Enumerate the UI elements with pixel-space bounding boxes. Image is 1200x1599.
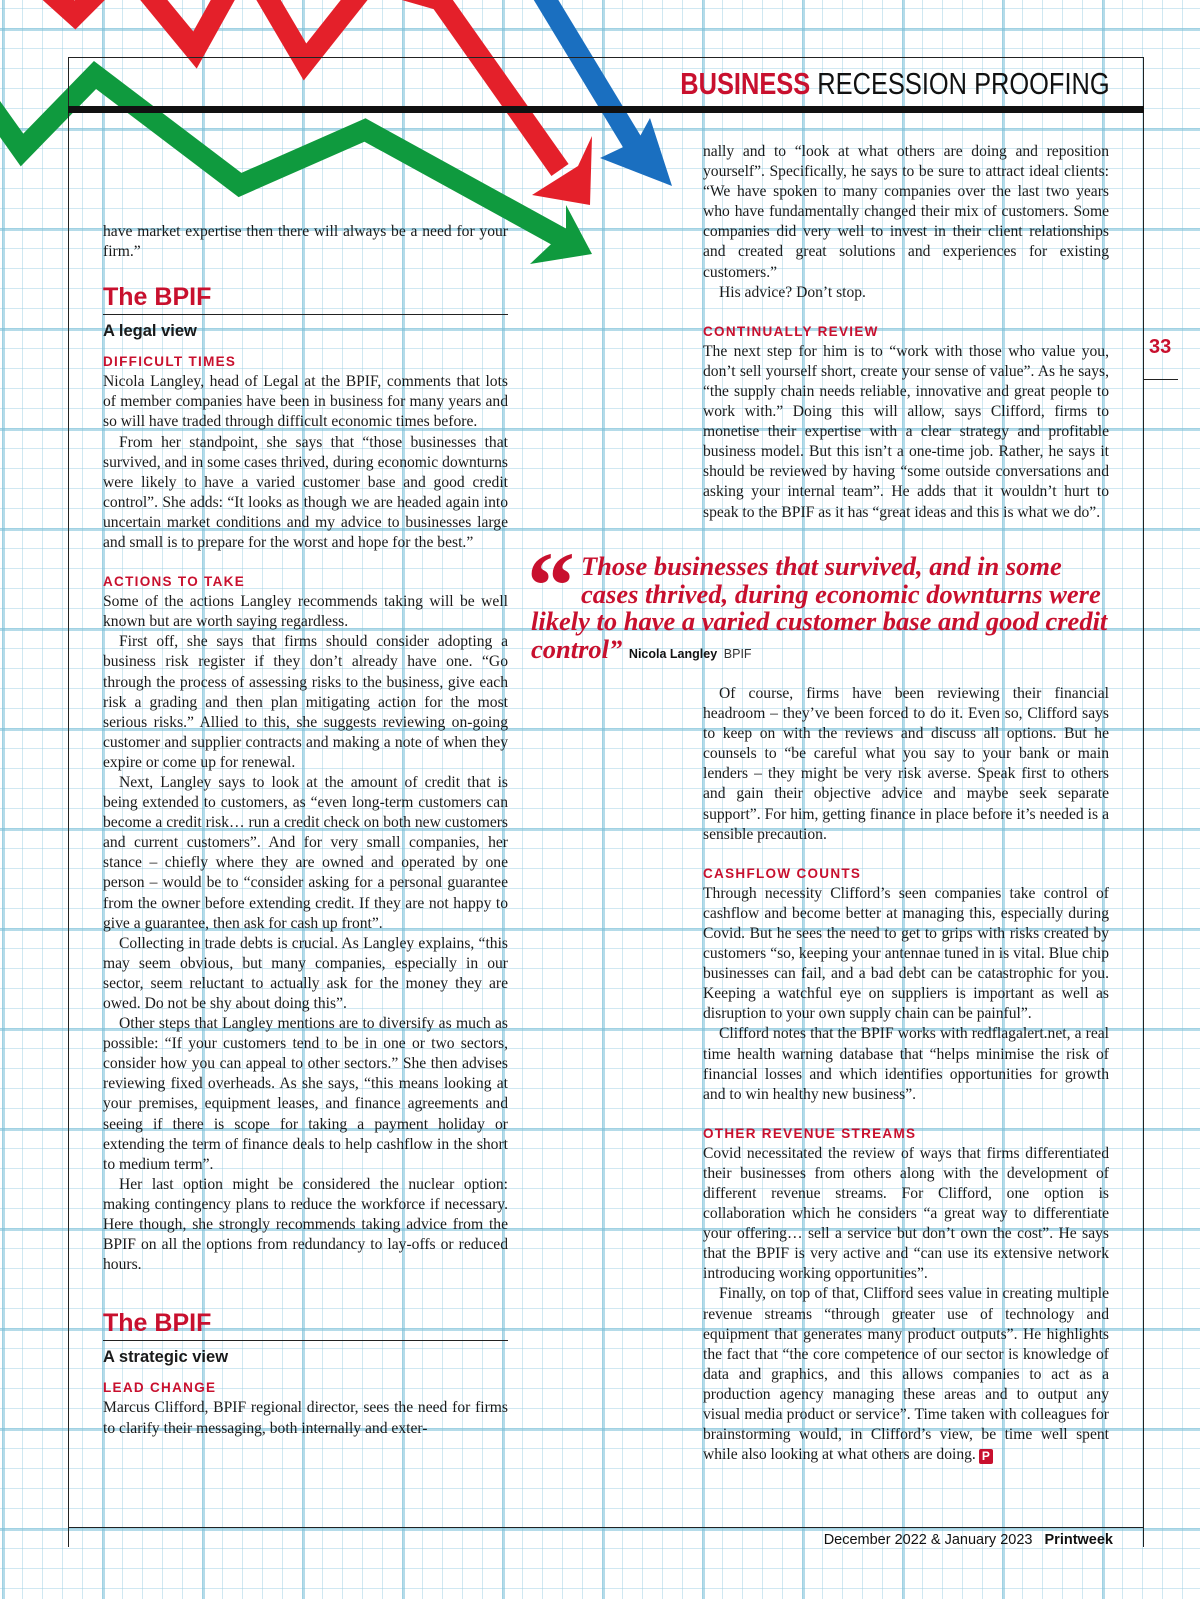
section-label: BUSINESS	[680, 66, 811, 101]
paragraph: Some of the actions Langley recommends taking will be well known but are worth saying regardless.	[103, 593, 508, 631]
subhead-lead-change: LEAD CHANGE	[103, 1380, 217, 1396]
subhead-actions-to-take: ACTIONS TO TAKE	[103, 574, 246, 590]
subhead-difficult-times: DIFFICULT TIMES	[103, 354, 237, 370]
frame-bottom-rule	[68, 1527, 1144, 1528]
section-title-legal: The BPIF	[103, 282, 508, 315]
frame-left-rule	[68, 57, 69, 1547]
paragraph: From her standpoint, she says that “those businesses that survived, and in some cases thrived, during economic downturns were likely to have a varied customer base and good credit control”. She adds: “It looks as though we are headed again into uncertain market conditions and my advice to businesses large and small is to prepare for the worst and hope for the best.”	[103, 433, 508, 552]
right-column-bottom	[703, 684, 1109, 1465]
pull-quote-attribution: Nicola Langley	[628, 646, 718, 661]
subhead-cashflow-counts: CASHFLOW COUNTS	[703, 865, 862, 881]
paragraph: Of course, firms have been reviewing their financial headroom – they’ve been forced to do it. Even so, Clifford says to keep on with the reviews and discuss all options. But he counsels to “be careful what you say to your bank or main lenders – they might be very risk averse. Speak first to others and gain their objective advice and maybe seek separate support”. For him, getting finance in place before it’s needed is a sensible precaution.	[703, 685, 1109, 843]
section-subtitle-legal: A legal view	[103, 322, 197, 341]
page-footer	[824, 1532, 1113, 1548]
quote-mark-icon: “	[527, 532, 575, 639]
printweek-end-icon: P	[979, 1449, 993, 1464]
right-column-top	[703, 142, 1109, 523]
publication-name: Printweek	[1044, 1532, 1113, 1548]
paragraph: nally and to “look at what others are doing and reposition yourself”. Specifically, he says to be sure to attract ideal clients: “We have spoken to many companies over the last two years who have fundamentally changed their mix of customers. Some companies did very well to invest in their client relationships and created great solutions and experiences for existing customers.”	[703, 143, 1109, 281]
paragraph: First off, she says that firms should consider adopting a business risk register if they don’t already have one. “Go through the process of assessing risks to the business, give each risk a grading and then plan mitigating action for the most serious risks.” Allied to this, she suggests reviewing on-going customer and supplier contracts and making a note of when they expire or come up for renewal.	[103, 633, 508, 771]
page-number: 33	[1149, 336, 1172, 358]
paragraph: The next step for him is to “work with those who value you, don’t sell yourself short, create your sense of value”. As he says, “the supply chain needs reliable, innovative and great people to work with.” Doing this will allow, says Clifford, firms to monetise their expertise with a clear strategy and profitable business model. But this isn’t a one-time job. Rather, he says it should be reviewed by having “some outside conversations and asking your internal team”. He adds that it wouldn’t hurt to speak to the BPIF as it has “great ideas and this is what we do”.	[703, 342, 1109, 521]
paragraph: Collecting in trade debts is crucial. As Langley explains, “this may seem obvious, but many companies, especially in our sector, seem reluctant to actually ask for the money they are owed. Do not be shy about doing this”.	[103, 934, 508, 1012]
green-arrow-line	[0, 75, 565, 240]
subhead-continually-review: CONTINUALLY REVIEW	[703, 323, 879, 339]
intro-paragraph: have market expertise then there will always be a need for your firm.”	[103, 223, 508, 261]
section-subtitle-strategic: A strategic view	[103, 1348, 229, 1367]
left-column	[103, 222, 508, 1439]
page-number-rule	[1143, 379, 1178, 380]
last-paragraph	[703, 1284, 1109, 1465]
issue-date: December 2022 & January 2023	[823, 1532, 1033, 1548]
subsection-label: RECESSION PROOFING	[817, 66, 1110, 101]
paragraph: Marcus Clifford, BPIF regional director, sees the need for firms to clarify their messaging, both internally and exter-	[103, 1399, 508, 1437]
pull-quote-text: Those businesses that survived, and in some cases thrived, during economic downturns were likely to have a varied customer base and good credit control”	[531, 551, 1108, 664]
frame-right-rule	[1143, 57, 1144, 1547]
pull-quote-organization: BPIF	[723, 646, 752, 661]
paragraph: Through necessity Clifford’s seen companies take control of cashflow and become better at managing this, especially during Covid. But he sees the need to get to grips with risks created by customers “so, keeping your antennae tuned in is vital. Blue chip businesses can fail, and a bad debt can be catastrophic for you. Keeping a watchful eye on suppliers is important as well as disruption to your own supply chain can be painful”.	[703, 884, 1109, 1023]
section-title-strategic: The BPIF	[103, 1308, 508, 1341]
paragraph-text: Finally, on top of that, Clifford sees value in creating multiple revenue streams “through greater use of technology and equipment that generates many product outputs”. He highlights the fact that “the core competence of our sector is knowledge of data and graphics, and this allows companies to act as a production agency managing these areas and to output any visual media product or service”. Time taken with colleagues for brainstorming would, in Clifford’s view, be time well spent while also looking at what others are doing.	[703, 1285, 1109, 1464]
paragraph: Other steps that Langley mentions are to diversify as much as possible: “If your customers tend to be in one or two sectors, consider how you can appeal to other sectors.” She then advises reviewing fixed overheads. As she says, “this means looking at your premises, equipment leases, and finance agreements and seeing if there is scope for taking a payment holiday or extending the term of finance deals to help cashflow in the short to medium term”.	[103, 1015, 508, 1173]
section-header	[681, 66, 1110, 102]
frame-top-rule	[68, 57, 1144, 58]
paragraph: Her last option might be considered the nuclear option: making contingency plans to reduce the workforce if necessary. Here though, she strongly recommends taking advice from the BPIF on all the options from redundancy to lay-offs or reduced hours.	[103, 1175, 508, 1274]
paragraph: His advice? Don’t stop.	[719, 283, 866, 301]
paragraph: Covid necessitated the review of ways that firms differentiated their businesses from others along with the development of different revenue streams. For Clifford, one option is collaboration which he considers “a great way to differentiate your offering… sell a service but don’t own the cost”. He says that the BPIF is very active and “can use its extensive network introducing working opportunities”.	[703, 1144, 1109, 1283]
paragraph: Next, Langley says to look at the amount of credit that is being extended to customers, as “even long-term customers can become a credit risk… run a credit check on both new customers and current customers”. And for very small companies, her stance – chiefly where they are owned and operated by one person – would be to “consider asking for a personal guarantee from the owner before extending credit. If they are not happy to give a guarantee, then ask for cash up front”.	[103, 773, 508, 932]
paragraph: Clifford notes that the BPIF works with redflagalert.net, a real time health warning database that “helps minimise the risk of financial losses and which identifies opportunities for growth and to win healthy new business”.	[703, 1025, 1109, 1103]
blue-arrow-line	[540, 0, 640, 155]
header-rule	[68, 106, 1144, 113]
paragraph: Nicola Langley, head of Legal at the BPIF, comments that lots of member companies have been in business for many years and so will have traded through difficult economic times before.	[103, 373, 508, 431]
pull-quote	[527, 532, 1111, 668]
subhead-other-revenue-streams: OTHER REVENUE STREAMS	[703, 1125, 917, 1141]
